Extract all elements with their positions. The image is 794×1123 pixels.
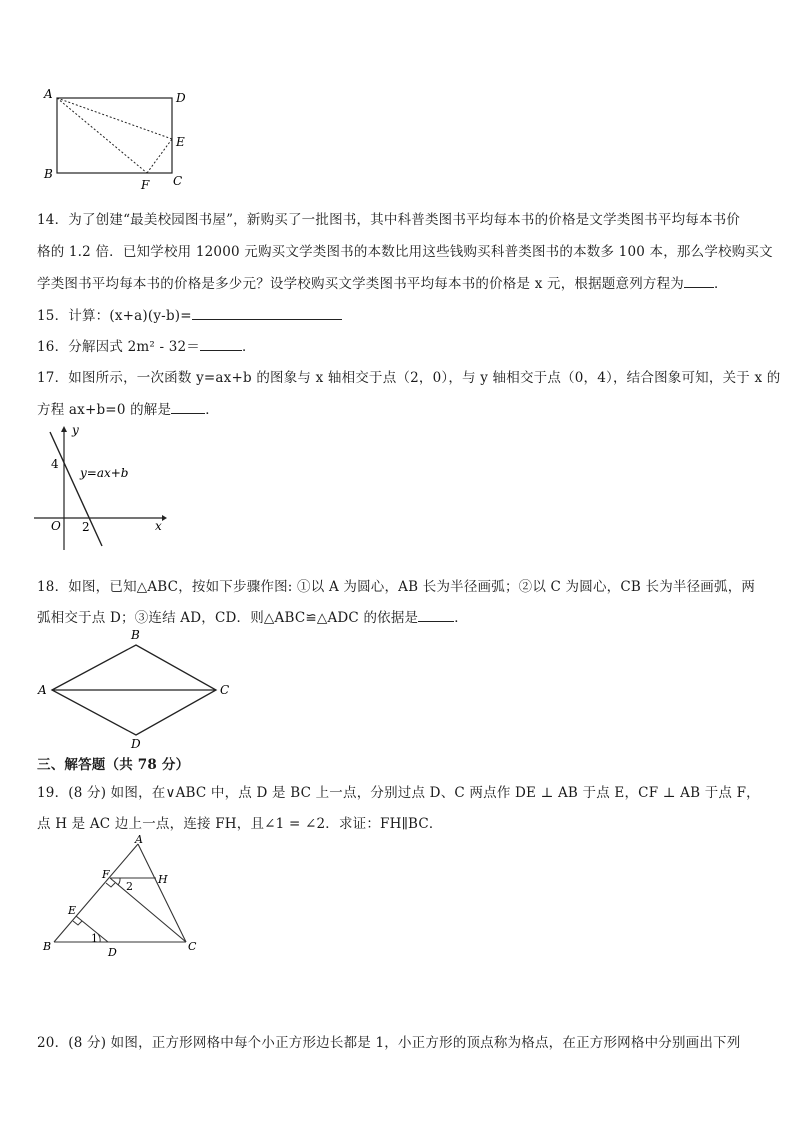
answer-blank[interactable]	[192, 306, 342, 320]
figure-q18	[30, 625, 240, 750]
q17-line2: 方程 ax+b=0 的解是 ．	[37, 402, 219, 418]
q14-line2: 格的 1.2 倍．已知学校用 12000 元购买文学类图书的本数比用这些钱购买科普类图书的本数多 100 本，那么学校购买文	[37, 244, 773, 260]
right-angle-f	[106, 883, 115, 887]
segment-af	[57, 98, 147, 173]
q20-line1: 20．(8 分) 如图，正方形网格中每个小正方形边长都是 1，小正方形的顶点称为格点，在正方形网格中分别画出下列	[37, 1035, 741, 1051]
label-a: A	[135, 834, 143, 846]
figure-q13	[35, 82, 205, 197]
segment-cf	[110, 878, 186, 942]
label-b: B	[131, 628, 140, 642]
section-heading: 三、解答题（共 78 分）	[37, 757, 190, 773]
y-axis-label: y	[72, 423, 79, 437]
label-d: D	[176, 91, 186, 105]
x-axis-arrow	[162, 515, 167, 521]
q15-text: 15．计算：(x+a)(y-b)=	[37, 308, 192, 324]
label-h: H	[158, 873, 168, 886]
x-axis-label: x	[155, 519, 162, 533]
side-ab	[54, 844, 138, 942]
label-c: C	[173, 174, 183, 188]
q16: 16．分解因式 2m² - 32＝ ．	[37, 339, 256, 355]
label-f: F	[141, 178, 150, 192]
label-c: C	[220, 683, 230, 697]
y-axis-arrow	[61, 426, 67, 432]
q19-line2: 点 H 是 AC 边上一点，连接 FH，且∠1 = ∠2．求证：FH∥BC．	[37, 816, 443, 832]
q18-line2: 弧相交于点 D；③连结 AD，CD．则△ABC≌△ADC 的依据是 ．	[37, 610, 468, 626]
answer-blank[interactable]	[200, 337, 242, 351]
origin-label: O	[51, 519, 61, 533]
segment-ae	[57, 98, 172, 139]
label-b: B	[44, 167, 53, 181]
q15	[37, 304, 342, 324]
label-angle-1: 1	[91, 932, 98, 945]
label-a: A	[44, 87, 53, 101]
q14-line1: 14．为了创建“最美校园图书屋”，新购买了一批图书，其中科普类图书平均每本书的价格是文学类图书平均每本书价	[37, 212, 741, 228]
label-d: D	[131, 737, 141, 750]
q14-line3: 学类图书平均每本书的价格是多少元？设学校购买文学类图书平均每本书的价格是 x 元，根据题意列方程为 ．	[37, 276, 728, 292]
answer-blank[interactable]	[418, 608, 454, 622]
label-e: E	[68, 904, 77, 917]
label-angle-2: 2	[126, 880, 133, 893]
q16-text: 16．分解因式 2m² - 32＝	[37, 339, 200, 355]
y-tick-label: 4	[51, 457, 59, 471]
x-tick-label: 2	[82, 520, 90, 534]
label-e: E	[176, 135, 185, 149]
q19-line1: 19．(8 分) 如图，在∨ABC 中，点 D 是 BC 上一点，分别过点 D、C 两点作 DE ⊥ AB 于点 E，CF ⊥ AB 于点 F，	[37, 785, 760, 801]
angle-2-arc	[118, 878, 120, 885]
label-a: A	[38, 683, 47, 697]
q18-line1: 18．如图，已知△ABC，按如下步骤作图: ①以 A 为圆心，AB 长为半径画弧；②以 C 为圆心，CB 长为半径画弧，两	[37, 579, 756, 595]
figure-q19	[38, 834, 218, 964]
answer-blank[interactable]	[684, 274, 714, 288]
label-d: D	[108, 946, 117, 959]
label-b: B	[43, 940, 52, 953]
q18-line2-text: 弧相交于点 D；③连结 AD，CD．则△ABC≌△ADC 的依据是	[37, 610, 419, 626]
answer-blank[interactable]	[171, 400, 205, 414]
label-f: F	[102, 868, 110, 881]
segment-fe	[147, 139, 172, 173]
q17-line1: 17．如图所示，一次函数 y=ax+b 的图象与 x 轴相交于点（2，0），与 y 轴相交于点（0，4），结合图象可知，关于 x 的	[37, 370, 781, 386]
q17-line2-text: 方程 ax+b=0 的解是	[37, 402, 172, 418]
label-c: C	[188, 940, 197, 953]
right-angle-e	[73, 921, 82, 925]
q14-line3-text: 学类图书平均每本书的价格是多少元？设学校购买文学类图书平均每本书的价格是 x 元，根据题意列方程为	[37, 276, 684, 292]
line-label: y=ax+b	[80, 466, 129, 480]
side-ac	[138, 844, 186, 942]
figure-q17-graph	[30, 422, 170, 557]
